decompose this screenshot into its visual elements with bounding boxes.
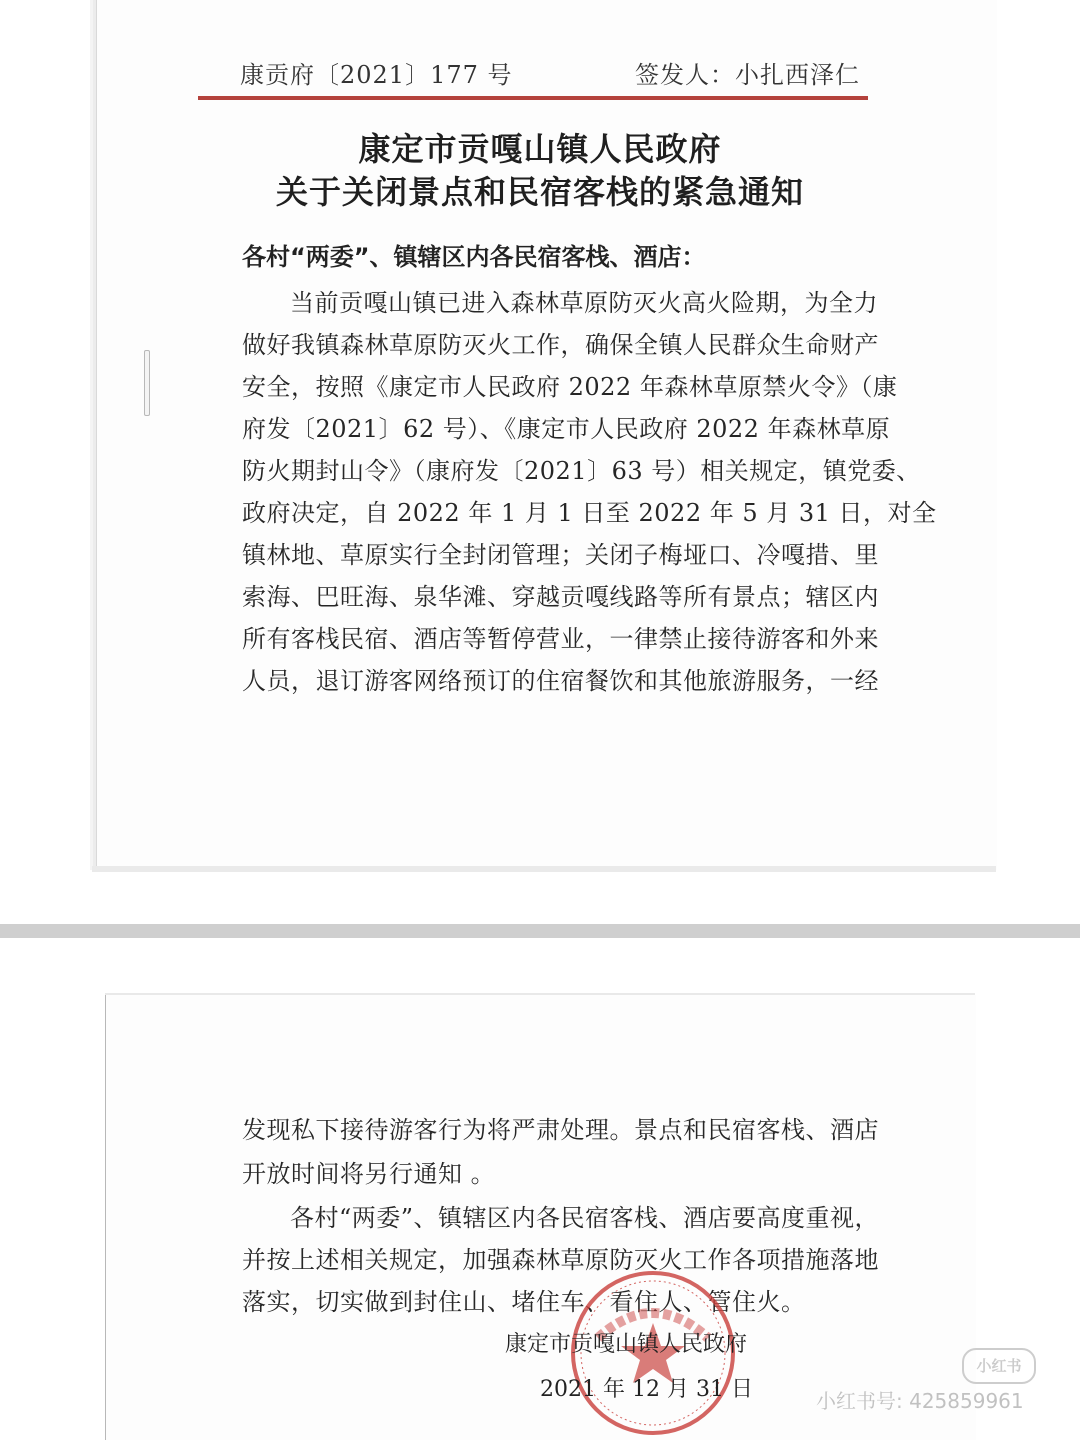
body-line: 索海、巴旺海、泉华滩、穿越贡嘎线路等所有景点；辖区内 xyxy=(242,583,879,611)
xiaohongshu-watermark-logo: 小红书 xyxy=(962,1348,1036,1384)
body-line: 并按上述相关规定，加强森林草原防灭火工作各项措施落地 xyxy=(242,1246,879,1274)
body-line: 当前贡嘎山镇已进入森林草原防灭火高火险期，为全力 xyxy=(290,289,878,317)
body-line: 府发〔2021〕62 号）、《康定市人民政府 2022 年森林草原 xyxy=(242,415,891,443)
body-line: 安全，按照《康定市人民政府 2022 年森林草原禁火令》（康 xyxy=(242,373,898,401)
body-line: 发现私下接待游客行为将严肃处理。景点和民宿客栈、酒店 xyxy=(242,1116,879,1144)
body-line: 开放时间将另行通知 。 xyxy=(242,1160,496,1188)
page-1-bottom-edge xyxy=(92,866,996,872)
body-line: 所有客栈民宿、酒店等暂停营业，一律禁止接待游客和外来 xyxy=(242,625,879,653)
xiaohongshu-watermark-id: 小红书号: 425859961 xyxy=(816,1389,1024,1413)
binding-clip xyxy=(144,350,150,416)
title-line-2: 关于关闭景点和民宿客栈的紧急通知 xyxy=(275,173,804,211)
body-line: 做好我镇森林草原防灭火工作，确保全镇人民群众生命财产 xyxy=(242,331,879,359)
body-line: 防火期封山令》（康府发〔2021〕63 号）相关规定，镇党委、 xyxy=(242,457,921,485)
title-line-1: 康定市贡嘎山镇人民政府 xyxy=(358,130,722,168)
signature-organization: 康定市贡嘎山镇人民政府 xyxy=(505,1332,748,1357)
body-line: 政府决定，自 2022 年 1 月 1 日至 2022 年 5 月 31 日，对全 xyxy=(242,499,937,527)
page-separator xyxy=(0,924,1080,938)
red-header-rule xyxy=(198,96,868,100)
salutation: 各村“两委”、镇辖区内各民宿客栈、酒店： xyxy=(242,243,706,271)
body-line: 落实，切实做到封住山、堵住车、看住人、管住火。 xyxy=(242,1288,806,1316)
document-number: 康贡府〔2021〕177 号 xyxy=(240,61,513,89)
issuer-label: 签发人：小扎西泽仁 xyxy=(635,61,860,89)
body-line: 人员，退订游客网络预订的住宿餐饮和其他旅游服务，一经 xyxy=(242,667,879,695)
signature-date: 2021 年 12 月 31 日 xyxy=(540,1377,753,1402)
body-line: 各村“两委”、镇辖区内各民宿客栈、酒店要高度重视， xyxy=(290,1204,880,1232)
body-line: 镇林地、草原实行全封闭管理；关闭子梅垭口、冷嘎措、里 xyxy=(242,541,879,569)
document-header xyxy=(240,55,860,95)
